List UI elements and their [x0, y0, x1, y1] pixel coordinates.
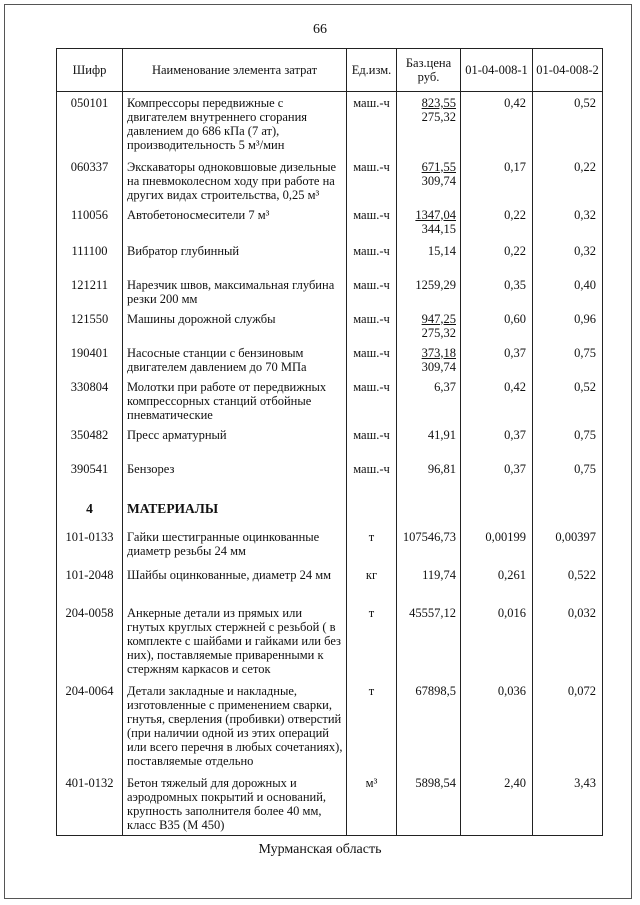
cell-value-2: 0,072: [533, 680, 603, 772]
cell-name: Бензорез: [123, 458, 347, 498]
cell-value-2: 0,52: [533, 92, 603, 156]
cell-price: 107546,73: [397, 526, 461, 564]
section-number: 4: [57, 498, 123, 526]
cell-unit: т: [347, 526, 397, 564]
table-row: [57, 602, 603, 680]
cell-price: [397, 156, 461, 204]
cell-code: 204-0064: [57, 680, 123, 772]
header-col2: 01-04-008-2: [533, 49, 603, 92]
cell-value-1: 0,17: [461, 156, 533, 204]
table-row: [57, 526, 603, 564]
table-row: [57, 424, 603, 458]
cell-code: 350482: [57, 424, 123, 458]
cell-value-1: 0,37: [461, 458, 533, 498]
cell-code: 121211: [57, 274, 123, 308]
cell-empty: [397, 498, 461, 526]
cell-value-2: 0,032: [533, 602, 603, 680]
price-current: 373,18: [421, 345, 456, 360]
header-name: Наименование элемента затрат: [123, 49, 347, 92]
cell-value-2: 0,00397: [533, 526, 603, 564]
cell-name: Экскаваторы одноковшовые дизельные на пневмоколесном ходу при работе на других видах строительства, 0,25 м³: [123, 156, 347, 204]
cell-price: 41,91: [397, 424, 461, 458]
cell-unit: кг: [347, 564, 397, 602]
cell-code: 121550: [57, 308, 123, 342]
header-unit: Ед.изм.: [347, 49, 397, 92]
cell-name: Насосные станции с бензиновым двигателем давлением до 70 МПа: [123, 342, 347, 376]
cell-price: 15,14: [397, 240, 461, 274]
cell-value-2: 0,52: [533, 376, 603, 424]
section-title: МАТЕРИАЛЫ: [123, 498, 347, 526]
cell-code: 111100: [57, 240, 123, 274]
cell-value-2: 0,22: [533, 156, 603, 204]
cell-value-1: 0,42: [461, 376, 533, 424]
cell-empty: [461, 498, 533, 526]
cell-unit: м³: [347, 772, 397, 836]
table-row: [57, 308, 603, 342]
price-current: 823,55: [421, 96, 456, 110]
cell-unit: маш.-ч: [347, 156, 397, 204]
cell-price: 67898,5: [397, 680, 461, 772]
cell-name: Пресс арматурный: [123, 424, 347, 458]
cell-unit: т: [347, 602, 397, 680]
cell-name: Компрессоры передвижные с двигателем внутреннего сгорания давлением до 686 кПа (7 ат), производительность 5 м³/мин: [123, 92, 347, 156]
table-row: [57, 204, 603, 240]
header-price: Баз.цена руб.: [397, 49, 461, 92]
cell-code: 390541: [57, 458, 123, 498]
cell-unit: маш.-ч: [347, 458, 397, 498]
cell-price: 119,74: [397, 564, 461, 602]
price-salary: 309,74: [421, 359, 456, 374]
cell-value-1: 0,036: [461, 680, 533, 772]
table-row: [57, 92, 603, 156]
cell-price: [397, 308, 461, 342]
table-header-row: [57, 49, 603, 92]
table-row: [57, 342, 603, 376]
cell-unit: маш.-ч: [347, 342, 397, 376]
header-col1: 01-04-008-1: [461, 49, 533, 92]
cell-value-1: 0,22: [461, 240, 533, 274]
cell-value-1: 0,37: [461, 342, 533, 376]
price-current: 947,25: [421, 311, 456, 326]
cell-code: 401-0132: [57, 772, 123, 836]
page-footer: Мурманская область: [258, 842, 382, 857]
cell-unit: маш.-ч: [347, 308, 397, 342]
table-row: [57, 564, 603, 602]
cell-value-1: 2,40: [461, 772, 533, 836]
cell-value-2: 0,40: [533, 274, 603, 308]
cell-value-1: 0,22: [461, 204, 533, 240]
cell-price: [397, 204, 461, 240]
table-row: [57, 458, 603, 498]
cell-value-2: 0,75: [533, 458, 603, 498]
cell-unit: маш.-ч: [347, 204, 397, 240]
cell-value-2: 0,32: [533, 204, 603, 240]
table-row: [57, 274, 603, 308]
cell-unit: маш.-ч: [347, 424, 397, 458]
price-current: 1347,04: [415, 207, 456, 222]
table-row: [57, 376, 603, 424]
cell-value-2: 0,522: [533, 564, 603, 602]
cell-value-1: 0,261: [461, 564, 533, 602]
cell-value-2: 0,32: [533, 240, 603, 274]
cell-value-2: 3,43: [533, 772, 603, 836]
cell-value-1: 0,016: [461, 602, 533, 680]
price-salary: 344,15: [421, 221, 456, 236]
cell-name: Нарезчик швов, максимальная глубина резки 200 мм: [123, 274, 347, 308]
cell-name: Молотки при работе от передвижных компрессорных станций отбойные пневматические: [123, 376, 347, 424]
cell-unit: маш.-ч: [347, 376, 397, 424]
table-row: [57, 240, 603, 274]
cell-code: 050101: [57, 92, 123, 156]
cell-price: 45557,12: [397, 602, 461, 680]
cell-name: Бетон тяжелый для дорожных и аэродромных покрытий и оснований, крупность заполнителя более 40 мм, класс В35 (М 450): [123, 772, 347, 836]
cell-name: Анкерные детали из прямых или гнутых круглых стержней с резьбой ( в комплекте с шайбами и гайками или без них), поставляемые приваренными к стержням каркасов и сеток: [123, 602, 347, 680]
price-salary: 275,32: [421, 110, 456, 124]
table-row: [57, 772, 603, 836]
cell-value-1: 0,35: [461, 274, 533, 308]
cell-code: 190401: [57, 342, 123, 376]
price-salary: 275,32: [421, 325, 456, 340]
cell-code: 110056: [57, 204, 123, 240]
cell-empty: [347, 498, 397, 526]
cell-price: [397, 342, 461, 376]
cell-price: [397, 92, 461, 156]
cell-name: Машины дорожной службы: [123, 308, 347, 342]
cost-table: [56, 48, 603, 836]
cell-unit: маш.-ч: [347, 240, 397, 274]
table-row: [57, 680, 603, 772]
cell-price: 6,37: [397, 376, 461, 424]
cell-value-1: 0,42: [461, 92, 533, 156]
cell-code: 330804: [57, 376, 123, 424]
section-row: [57, 498, 603, 526]
cell-unit: т: [347, 680, 397, 772]
cell-name: Вибратор глубинный: [123, 240, 347, 274]
cell-value-1: 0,37: [461, 424, 533, 458]
cell-unit: маш.-ч: [347, 274, 397, 308]
cell-value-1: 0,60: [461, 308, 533, 342]
cell-value-2: 0,96: [533, 308, 603, 342]
header-code: Шифр: [57, 49, 123, 92]
cell-unit: маш.-ч: [347, 92, 397, 156]
cell-name: Шайбы оцинкованные, диаметр 24 мм: [123, 564, 347, 602]
cell-price: 5898,54: [397, 772, 461, 836]
cell-name: Детали закладные и накладные, изготовленные с применением сварки, гнутья, сверления (пробивки) отверстий (при наличии одной из этих операций или всего перечня в любых сочетаниях), поставляемые отдельно: [123, 680, 347, 772]
cell-value-2: 0,75: [533, 424, 603, 458]
page-number: 66: [313, 22, 327, 37]
table-row: [57, 156, 603, 204]
price-current: 671,55: [421, 159, 456, 174]
cell-empty: [533, 498, 603, 526]
cell-name: Гайки шестигранные оцинкованные диаметр резьбы 24 мм: [123, 526, 347, 564]
cell-code: 101-0133: [57, 526, 123, 564]
cell-code: 101-2048: [57, 564, 123, 602]
cell-code: 204-0058: [57, 602, 123, 680]
cell-code: 060337: [57, 156, 123, 204]
cell-price: 96,81: [397, 458, 461, 498]
cell-price: 1259,29: [397, 274, 461, 308]
cell-name: Автобетоносмесители 7 м³: [123, 204, 347, 240]
price-salary: 309,74: [421, 173, 456, 188]
cell-value-1: 0,00199: [461, 526, 533, 564]
cell-value-2: 0,75: [533, 342, 603, 376]
